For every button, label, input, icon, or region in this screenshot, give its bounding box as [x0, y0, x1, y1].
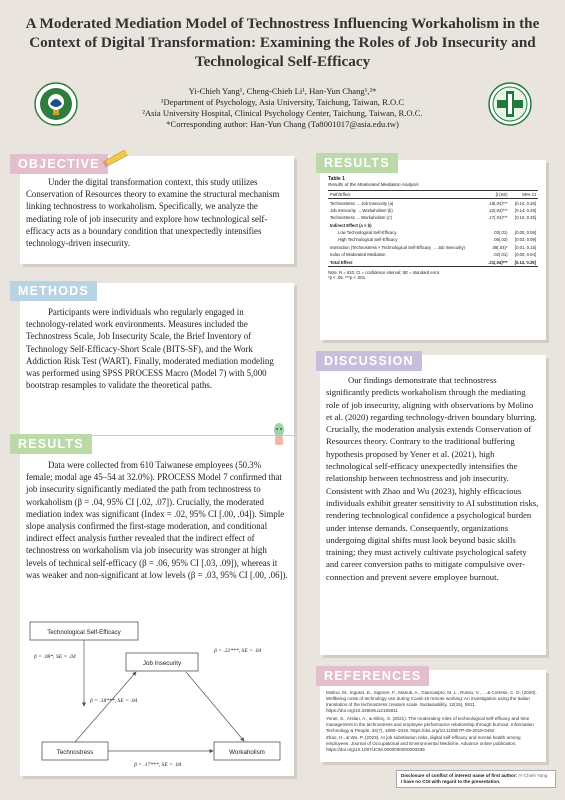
reference-item: Zhao, H., & Wu, P. (2023). AI job substitution risks, digital self-efficacy and mental health among employees. Journal of Occupational and Environmental Medicine. Advance online publication. https://doi.org/10.1097/JOM.0000000000003335 — [326, 735, 521, 752]
node-tse-label: Technological Self-Efficacy — [47, 629, 121, 636]
authors: Yi-Chieh Yang¹, Cheng-Chieh Li¹, Han-Yun Chang¹,²* — [188, 86, 377, 96]
objective-paragraph: Under the digital transformation context, this study utilizes Conservation of Resources theory to examine the structural mechanism linking technostress to workaholism. Specifically, we analyze the mediating role of job insecurity and explore how technological self-efficacy acts as a boundary condition that unexpectedly intensifies technology-driven insecurity. — [26, 177, 280, 249]
table-row: Job Insecurity → Workaholism (b) .22(.04)*** [0.14, 0.29] — [330, 207, 536, 213]
table-row: Interaction (Technostress × Technological Self-Efficacy → Job Insecurity) .08(.04)* [0.01, 0.15] — [330, 244, 536, 250]
table-row: Index of Moderated Mediation .02(.01) [0.00, 0.04] — [330, 252, 536, 258]
discussion-text — [326, 374, 540, 583]
author-block — [110, 86, 455, 130]
path-c-label: β = .17***, SE = .04 — [134, 762, 182, 768]
node-tech-label: Technostress — [56, 749, 94, 756]
node-work-label: Workaholism — [229, 749, 265, 756]
col-path: Path/Effect — [330, 192, 351, 198]
results-table-container — [328, 176, 538, 280]
results-left-heading: RESULTS — [10, 434, 92, 454]
col-beta: β (SE) — [495, 192, 508, 198]
results-left-text — [26, 459, 288, 581]
table-row: Total Effect .21(.04)*** [0.13, 0.29] — [330, 259, 536, 265]
table-note-2: *p < .05. ***p < .001. — [328, 274, 367, 280]
objective-text — [26, 176, 288, 249]
asia-university-logo — [34, 82, 78, 126]
objective-heading: OBJECTIVE — [10, 154, 108, 174]
coi-disclosure — [396, 770, 556, 788]
pencil-icon — [101, 146, 135, 168]
affiliation-2: ²Asia University Hospital, Clinical Psychology Center, Taichung, Taiwan, R.O.C. — [142, 108, 423, 118]
results-left-paragraph: Data were collected from 610 Taiwanese employees (50.3% female; modal age 45–54 at 32.0%). PROCESS Model 7 confirmed that job insecurity significantly mediated the path from technostress to workaholism (β = .04, 95% CI [.02, .07]). Crucially, the moderated mediation index was significant (Index = .02, 95% CI [.00, .04]). Simple slope analysis confirmed the first-stage moderation, and conditional indirect effect analysis further revealed that the indirect effect of technostress on workaholism via job insecurity was stronger at high levels of technical self-efficacy (β = .06, 95% CI [.03, .09]), whereas it was weaker and non-significant at low levels (β = .03, 95% CI [.00, .06]). — [26, 460, 288, 580]
results-table — [328, 190, 538, 267]
moderated-mediation-diagram — [26, 618, 288, 768]
plant-icon — [268, 422, 290, 448]
table-row: Indirect Effect (a × b) — [330, 222, 372, 228]
reference-item: Molino, M., Ingusci, E., Signore, F., Manuti, A., Giancaspro, M. L., Russo, V., ... & Cortese, C. G. (2020). Wellbeing costs of technology use during Covid-19 remote working: An investigation using the Italian translation of the technostress creators scale. Sustainability, 12(15), 5911. https://doi.org/10.3390/su12155911 — [326, 690, 537, 713]
poster-title: A Moderated Mediation Model of Technostress Influencing Workaholism in the Context of Digital Transformation: Examining the Roles of Job Insecurity and Technological Self-Efficacy — [25, 15, 540, 70]
path-b-label: β = .22***, SE = .04 — [214, 648, 262, 654]
path-b — [186, 672, 244, 741]
asia-university-hospital-logo — [488, 82, 532, 126]
table-row: Technostress → Job Insecurity (a) .18(.04)*** [0.10, 0.26] — [330, 200, 536, 206]
corresponding-author: *Corresponding author: Han-Yun Chang (Ta8001017@asia.edu.tw) — [166, 119, 399, 129]
node-ji-label: Job Insecurity — [142, 660, 182, 667]
table-row: Low Technological Self-Efficacy .03(.01) [0.00, 0.06] — [338, 230, 536, 236]
path-mod-label: β = .08*, SE = .04 — [34, 654, 76, 660]
table-subtitle: Results of the Moderated Mediation Analysis — [328, 182, 419, 187]
table-row: High Technological Self-Efficacy .06(.02) [0.03, 0.09] — [338, 237, 536, 243]
results-right-heading: RESULTS — [316, 153, 398, 173]
methods-text — [26, 306, 288, 391]
coi-name: Yi-Chieh Yang — [518, 773, 548, 778]
discussion-paragraph: Our findings demonstrate that technostress significantly predicts workaholism through the mediating role of job insecurity, aligning with observations by Molino et al. (2020) regarding technology-driven boundary blurring. Crucially, the moderation analysis extends Conservation of Resources theory. Contrary to the traditional buffering hypothesis proposed by Yener et al. (2021), high technological self-efficacy unexpectedly intensifies the relationship between technostress and job insecurity. Consistent with Zhao and Wu (2023), highly efficacious individuals exhibit greater sensitivity to AI substitution risks, rendering technological confidence a psychological burden under intense demands. Consequently, organizations undergoing digital shifts must look beyond basic skills training; they must actively cultivate psychological safety and career conversion paths to mitigate compulsive over-connection and prevent severe employee burnout. — [326, 375, 539, 582]
coi-label: Disclosure of conflict of interest name of first author: — [401, 773, 518, 778]
discussion-heading: DISCUSSION — [316, 351, 422, 371]
methods-paragraph: Participants were individuals who regularly engaged in technology-related work environments. Measures included the Technostress Scale, Job Insecurity Scale, the Brief Inventory of Technology Self-Efficacy-Short Scale (BITS-SF), and the Work Addiction Risk Test (WART). Finally, moderated mediation modeling was performed using SPSS PROCESS Macro (Model 7) with 5,000 bootstrap resamples to validate the theoretical paths. — [26, 307, 274, 391]
methods-heading: METHODS — [10, 281, 97, 301]
affiliation-1: ¹Department of Psychology, Asia University, Taichung, Taiwan, R.O.C — [160, 97, 405, 107]
references-heading: REFERENCES — [316, 666, 429, 686]
coi-statement: I have no COI with regard to the presentation. — [401, 779, 501, 784]
reference-item: Yener, S., Arslan, A., & Kilinç, S. (2021). The moderating roles of technological self-efficacy and time management in the technostress and employee performance relationship through burnout. Information Technology & People, 34(7), 1890–1919. https://doi.org/10.1108/ITP-09-2019-0462 — [326, 715, 534, 733]
col-ci: 95% CI — [522, 192, 536, 198]
table-title: Table 1 — [328, 176, 345, 182]
table-row: Technostress → Workaholism (c') .17(.04)*** [0.10, 0.25] — [330, 215, 536, 221]
path-a-label: β = .18***, SE = .04 — [90, 698, 138, 704]
table-note-1: Note. N = 610. CI = confidence interval; SE = standard error. — [328, 269, 441, 275]
references-list — [326, 690, 540, 755]
